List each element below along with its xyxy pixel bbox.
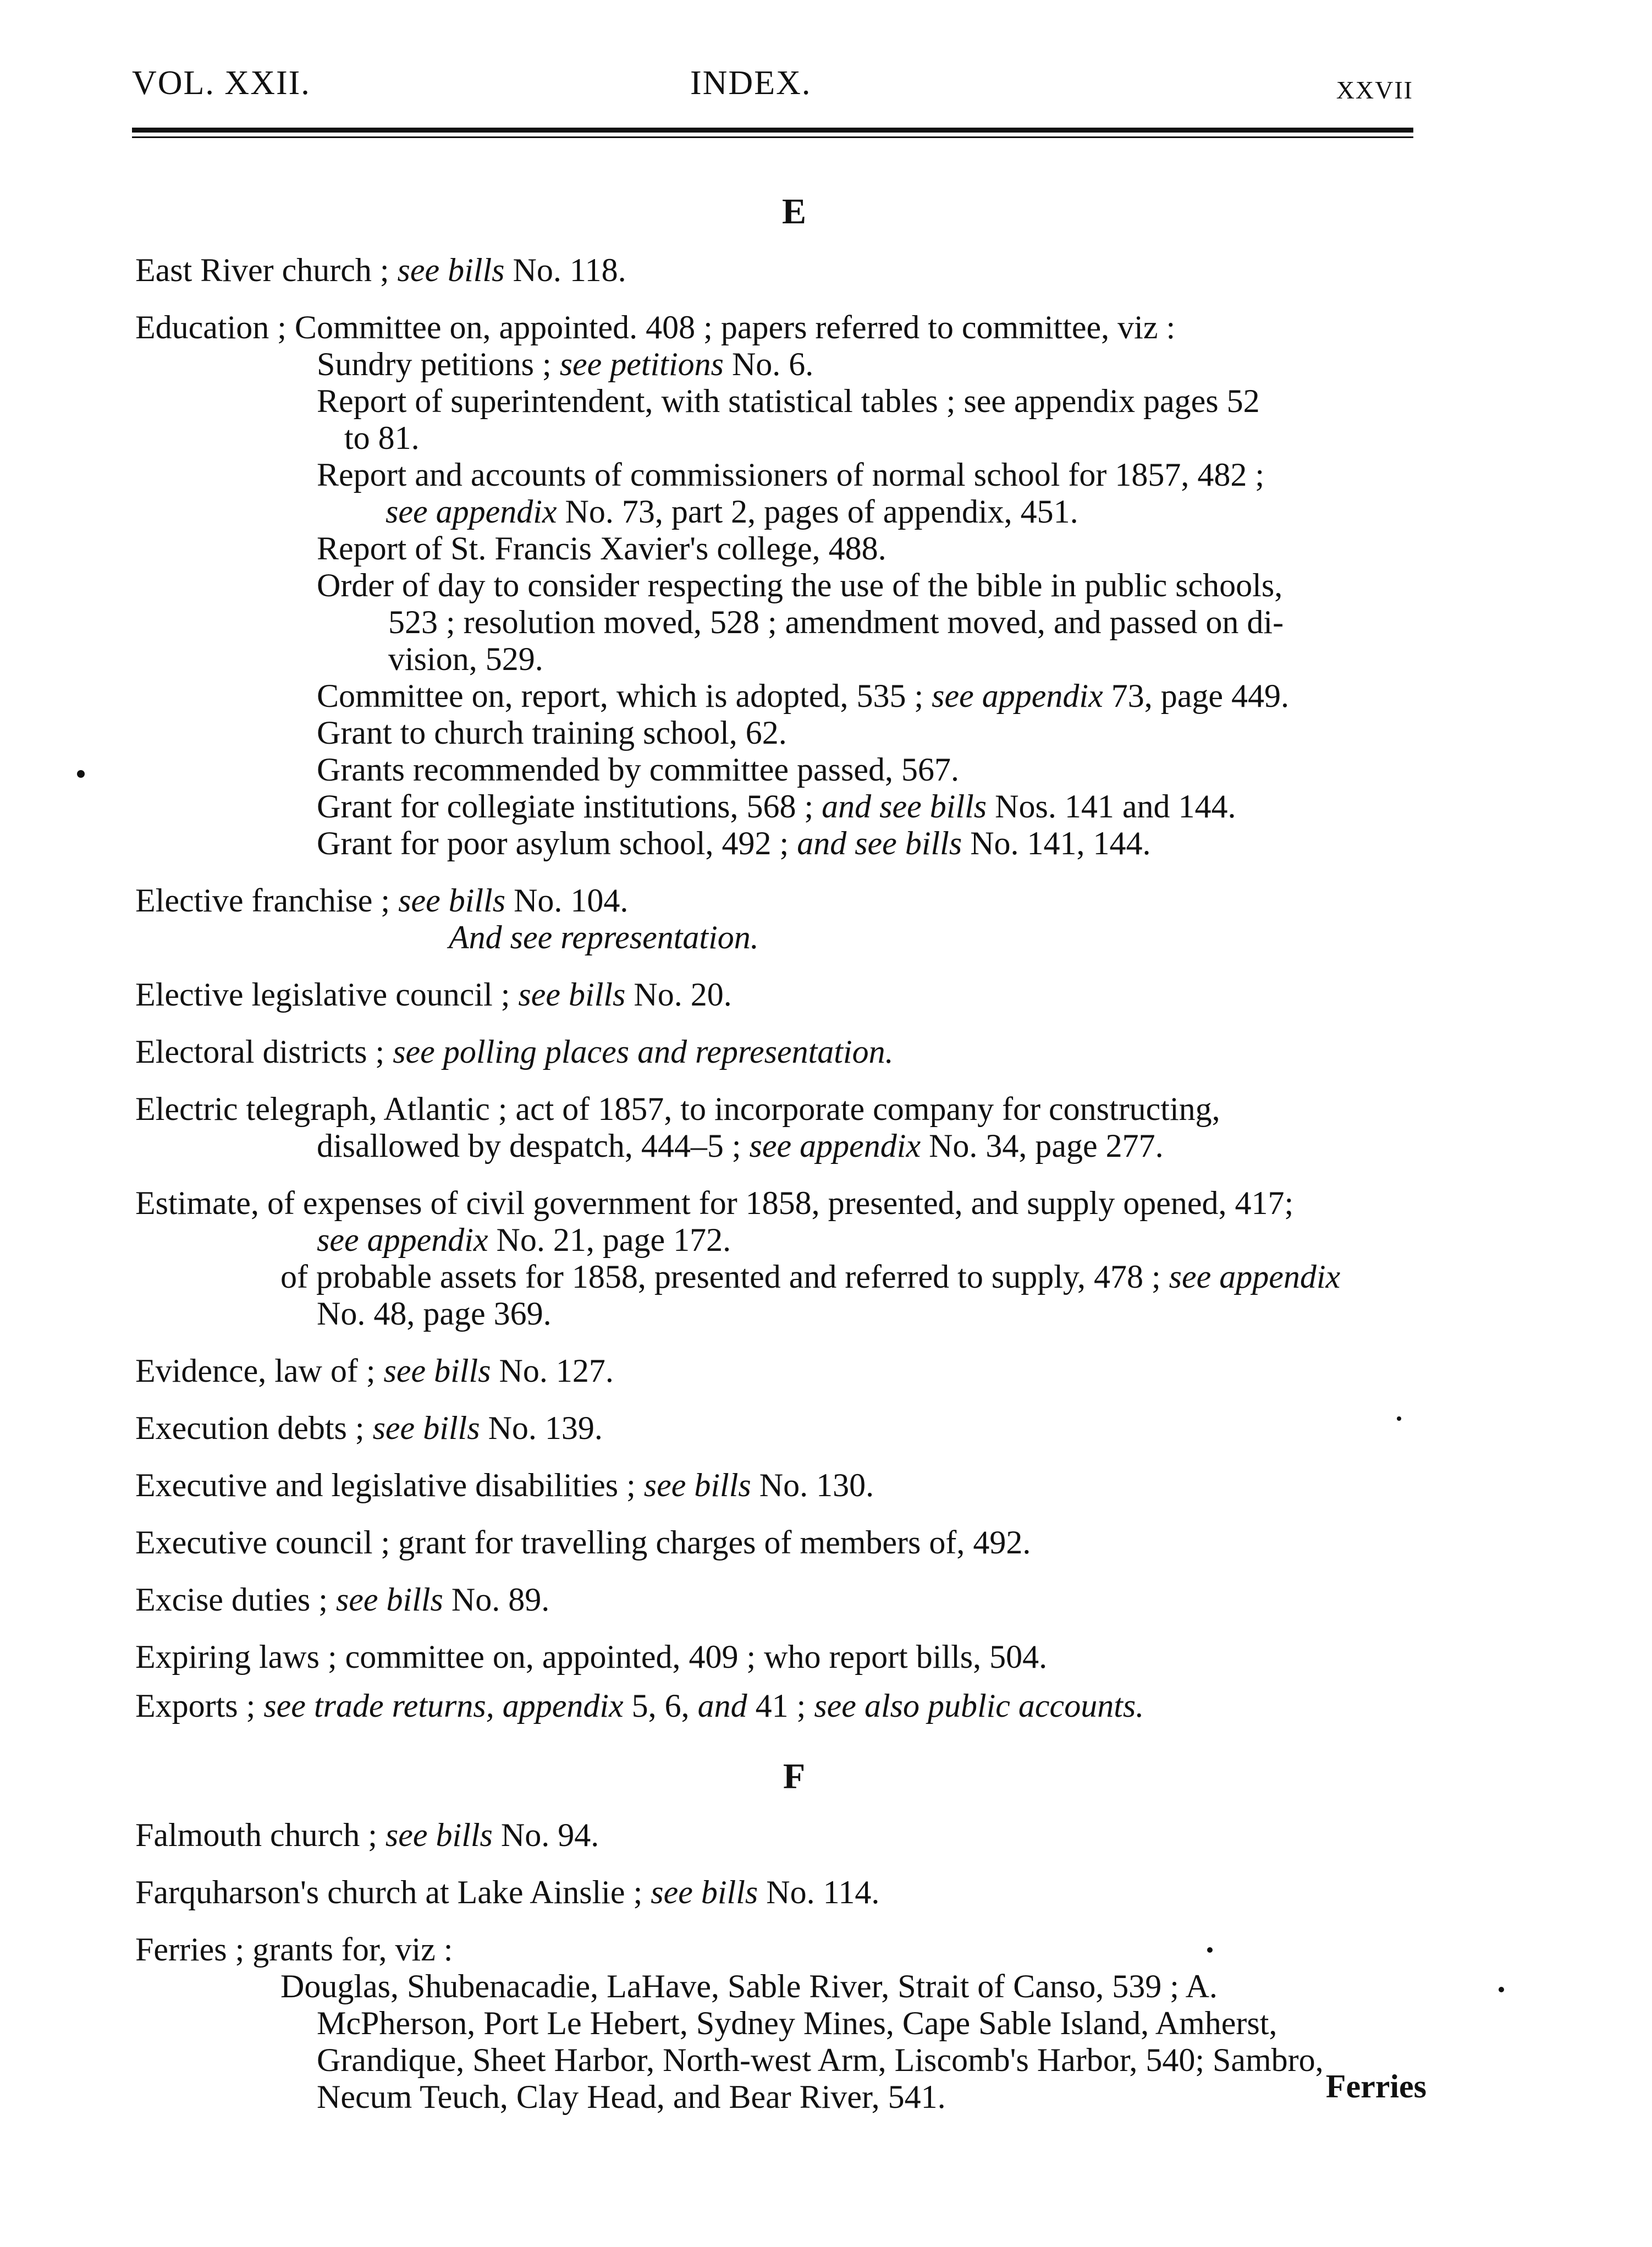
entry-falmouth: Falmouth church ; see bills No. 94. (135, 1817, 599, 1853)
entry-excise-duties: Excise duties ; see bills No. 89. (135, 1581, 550, 1618)
entry-estimate: Estimate, of expenses of civil government for 1858, presented, and supply opened, 417; see appendix No. 21, page 172. of probable assets for 1858, presented and referred to supply, 478 ; see appendix No. 48, page 369. (135, 1185, 1341, 1332)
entry-executive-disabilities: Executive and legislative disabilities ; see bills No. 130. (135, 1467, 874, 1503)
entry-elective-franchise: Elective franchise ; see bills No. 104. And see representation. (135, 882, 759, 955)
entry-evidence: Evidence, law of ; see bills No. 127. (135, 1353, 614, 1389)
entry-elective-council: Elective legislative council ; see bills No. 20. (135, 976, 732, 1013)
entry-electoral-districts: Electoral districts ; see polling places and representation. (135, 1034, 894, 1070)
catchword: Ferries (1325, 2068, 1427, 2105)
entry-education: Education ; Committee on, appointed. 408 ; papers referred to committee, viz : Sundry petitions ; see petitions No. 6. Report of superintendent, with statistical tables ; see appendix pages 52 to 81. Report and accounts of commissioners of normal school for 1857, 482 ; see appendix No. 73, part 2, pages of appendix, 451. Report of St. Francis Xavier's college, 488. Order of day to consider respecting the use of the bible in public schools, 523 ; resolution moved, 528 ; amendment moved, and passed on di- vision, 529. Committee on, report, which is adopted, 535 ; see appendix 73, page 449. Grant to church training school, 62. Grants recommended by committee passed, 567. Grant for collegiate institutions, 568 ; and see bills Nos. 141 and 144. Grant for poor asylum school, 492 ; and see bills No. 141, 144. (135, 309, 1289, 861)
entry-ferries: Ferries ; grants for, viz : Douglas, Shubenacadie, LaHave, Sable River, Strait of Canso, 539 ; A. McPherson, Port Le Hebert, Sydney Mines, Cape Sable Island, Amherst, Grandique, Sheet Harbor, North-west Arm, Liscomb's Harbor, 540; Sambro, Necum Teuch, Clay Head, and Bear River, 541. (135, 1931, 1324, 2115)
header-rule-thin (132, 136, 1413, 138)
section-heading-e: E (781, 191, 807, 232)
ink-speck (77, 770, 85, 778)
ink-speck (1207, 1947, 1213, 1953)
entry-exports: Exports ; see trade returns, appendix 5, 6, and 41 ; see also public accounts. (135, 1688, 1144, 1724)
entry-electric-telegraph: Electric telegraph, Atlantic ; act of 1857, to incorporate company for constructing, disallowed by despatch, 444–5 ; see appendix No. 34, page 277. (135, 1091, 1220, 1164)
entry-expiring-laws: Expiring laws ; committee on, appointed, 409 ; who report bills, 504. (135, 1639, 1048, 1675)
index-content (135, 193, 1422, 2136)
page-number: XXVII (1336, 76, 1413, 104)
page-title: INDEX. (690, 64, 812, 102)
entry-east-river: East River church ; see bills No. 118. (135, 252, 626, 288)
volume-label: VOL. XXII. (132, 64, 311, 102)
section-heading-f: F (783, 1756, 806, 1796)
entry-executive-council: Executive council ; grant for travelling charges of members of, 492. (135, 1524, 1031, 1561)
entry-farquharson: Farquharson's church at Lake Ainslie ; see bills No. 114. (135, 1874, 880, 1910)
ink-speck (1397, 1416, 1401, 1421)
header-rule-thick (132, 128, 1413, 133)
entry-execution-debts: Execution debts ; see bills No. 139. (135, 1410, 603, 1446)
running-header (132, 65, 1413, 109)
ink-speck (1499, 1987, 1504, 1992)
